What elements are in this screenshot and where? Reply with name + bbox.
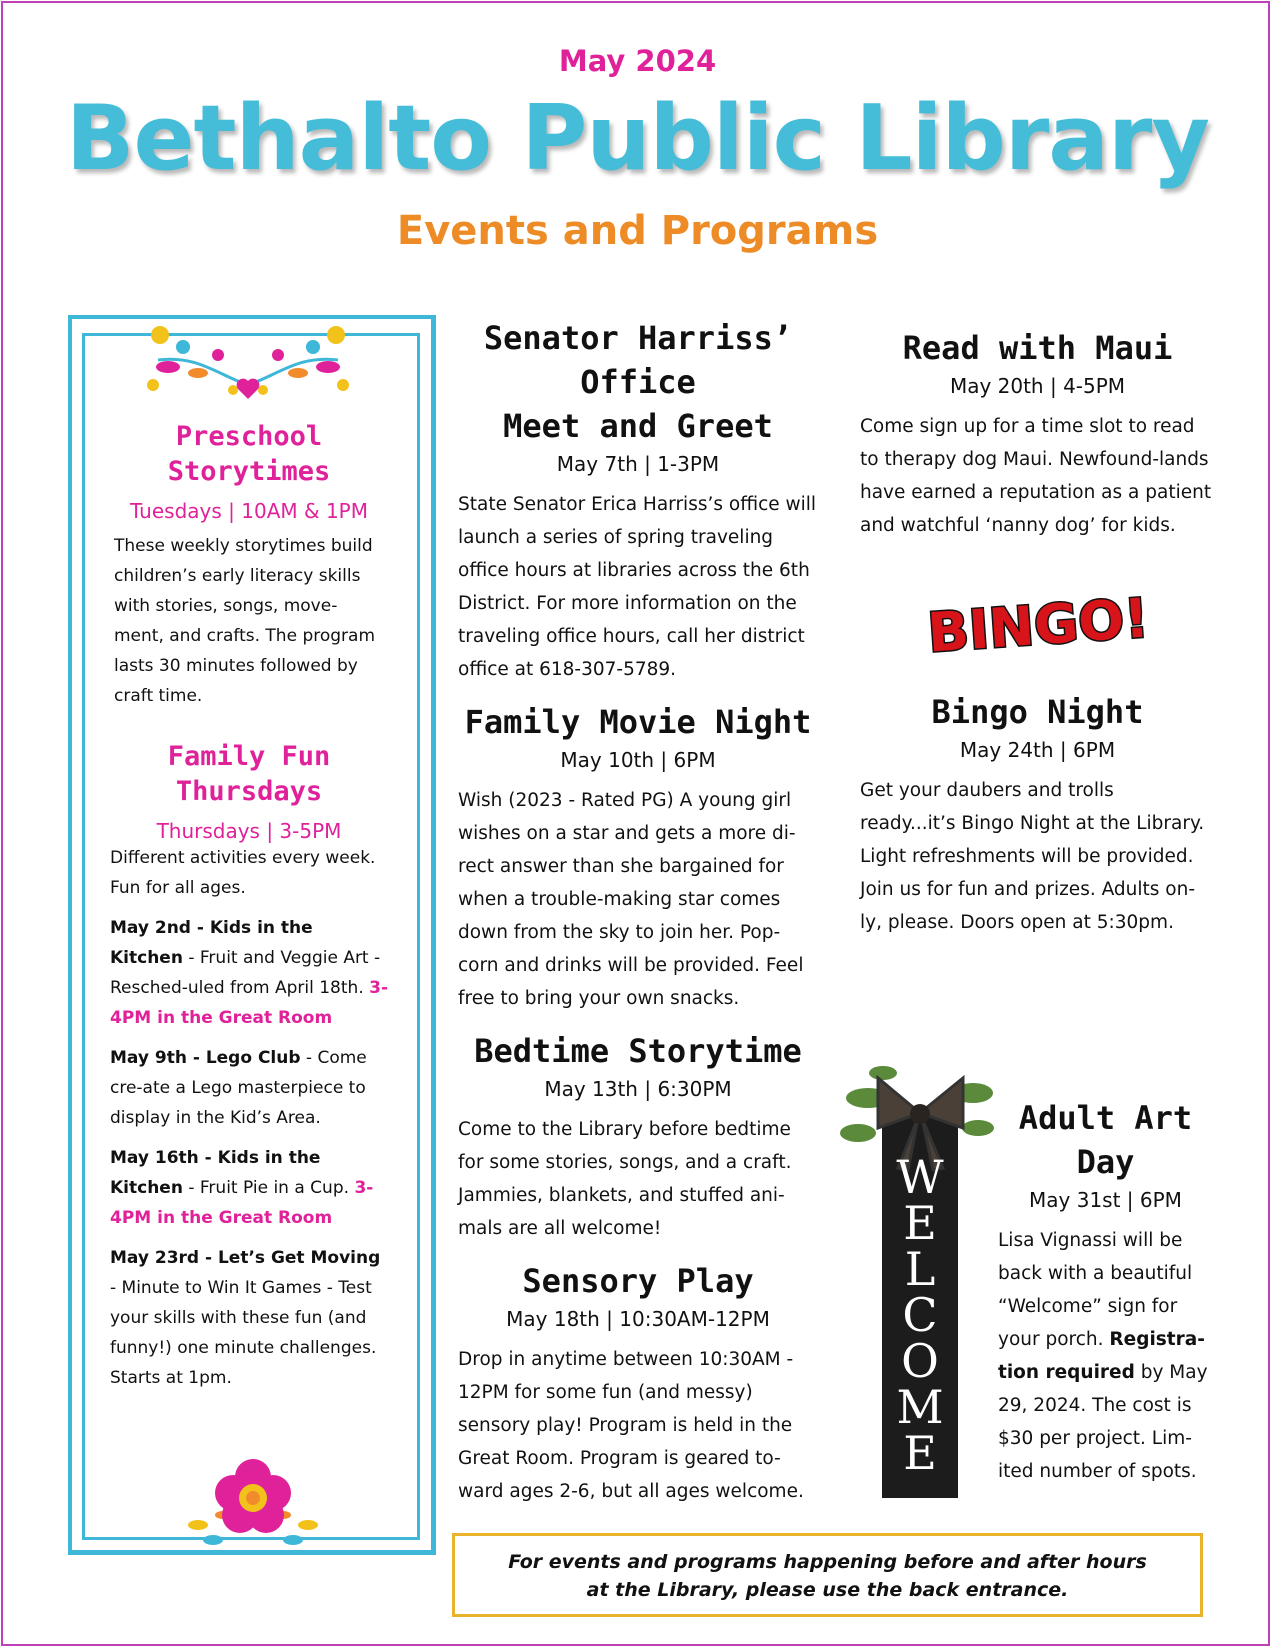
event-body <box>998 1224 1213 1488</box>
event-body: Drop in anytime between 10:30AM - 12PM for some fun (and messy) sensory play! Program is held in the Great Room. Program is geared to-ward ages 2-6, but all ages welcome. <box>458 1349 804 1502</box>
preschool-date: Tuesdays | 10AM & 1PM <box>130 499 368 524</box>
event-title <box>458 316 818 448</box>
page-subtitle: Events and Programs <box>396 208 879 254</box>
family-fun-date: Thursdays | 3-5PM <box>156 819 342 844</box>
flower-icon <box>178 1455 328 1555</box>
back-entrance-notice <box>452 1533 1203 1617</box>
events-middle-column <box>458 316 818 1508</box>
event-title: Bingo Night <box>931 693 1144 731</box>
event-senator <box>458 316 818 686</box>
art-body-before: Lisa Vignassi will be back with a beautiful “Welcome” sign for your porch. <box>998 1230 1193 1350</box>
family-fun-title-line2: Thursdays <box>175 776 323 808</box>
event-body: Come to the Library before bedtime for some stories, songs, and a craft. Jammies, blankets, and stuffed ani-mals are all welcome! <box>458 1119 792 1239</box>
welcome-letter: C <box>902 1288 938 1342</box>
event-title: Read with Maui <box>902 329 1173 367</box>
event-body: Come sign up for a time slot to read to therapy dog Maui. Newfound-lands have earned a reputation as a patient and watchful ‘nanny dog’ for kids. <box>860 416 1212 536</box>
event-body: Wish (2023 - Rated PG) A young girl wishes on a star and gets a more di-rect answer than she bargained for when a trouble-making star comes down from the sky to join her. Pop-corn and drinks will be provided. Feel free to bring your own snacks. <box>458 790 804 1009</box>
event-bingo-night <box>860 690 1215 939</box>
welcome-sign-image <box>838 1058 998 1498</box>
events-right-column <box>860 326 1215 939</box>
list-item <box>110 1143 390 1233</box>
event-title: Family Movie Night <box>464 703 812 741</box>
event-title-line1: Senator Harriss’ Office <box>483 319 793 401</box>
entry-text: - Fruit and Veggie Art - Resched-uled from April 18th. <box>110 948 381 998</box>
event-body: Get your daubers and trolls ready...it’s Bingo Night at the Library. Light refreshments will be provided. Join us for fun and prizes. Adults on-ly, please. Doors open at 5:30pm. <box>860 780 1205 933</box>
family-fun-title-line1: Family Fun <box>167 741 331 773</box>
welcome-letter: O <box>901 1334 939 1388</box>
event-bedtime-storytime <box>458 1029 818 1245</box>
month-label: May 2024 <box>558 44 717 78</box>
family-fun-title <box>114 739 384 809</box>
event-title: Adult Art Day <box>1018 1099 1193 1181</box>
welcome-letter: L <box>904 1242 936 1296</box>
event-date: May 31st | 6PM <box>1029 1188 1182 1212</box>
entry-heading: May 2nd - Kids in the Kitchen <box>110 918 313 968</box>
floral-garland-icon <box>138 315 358 410</box>
event-body: State Senator Erica Harriss’s office will launch a series of spring traveling office hours at libraries across the 6th District. For more information on the traveling office hours, call her district office at 618-307-5789. <box>458 494 817 680</box>
welcome-letter: M <box>896 1380 944 1434</box>
list-item <box>110 1043 390 1133</box>
event-date: May 13th | 6:30PM <box>544 1077 732 1101</box>
family-fun-details <box>110 835 390 1393</box>
preschool-body: These weekly storytimes build children’s early literacy skills with stories, songs, move-ment, and crafts. The program lasts 30 minutes followed by craft time. <box>114 536 376 707</box>
list-item <box>110 1243 390 1393</box>
entry-text: - Fruit Pie in a Cup. <box>182 1178 355 1198</box>
event-date: May 10th | 6PM <box>560 748 716 772</box>
event-date: May 18th | 10:30AM-12PM <box>506 1307 770 1331</box>
preschool-title <box>114 419 384 489</box>
entry-highlight: 3-4PM in the Great Room <box>110 978 389 1028</box>
preschool-title-line1: Preschool <box>175 421 323 452</box>
entry-text: - Come cre-ate a Lego masterpiece to display in the Kid’s Area. <box>110 1048 367 1128</box>
event-read-with-maui <box>860 326 1215 542</box>
library-title: Bethalto Public Library <box>65 86 1210 191</box>
art-body-bold: Registra-tion required <box>998 1329 1205 1383</box>
welcome-letter: W <box>896 1150 944 1204</box>
heart-icon <box>237 379 260 399</box>
entry-heading: May 16th - Kids in the Kitchen <box>110 1148 321 1198</box>
sidebar-content <box>114 419 384 843</box>
preschool-title-line2: Storytimes <box>167 456 331 488</box>
event-date: May 7th | 1-3PM <box>556 452 720 476</box>
event-date: May 20th | 4-5PM <box>949 374 1126 398</box>
entry-heading: May 23rd - Let’s Get Moving <box>110 1248 381 1268</box>
bingo-logo <box>925 582 1151 665</box>
welcome-letter: E <box>903 1196 937 1250</box>
event-adult-art-day <box>998 1096 1213 1488</box>
list-item <box>110 913 390 1033</box>
welcome-letter: E <box>903 1426 937 1480</box>
family-fun-intro: Different activities every week. Fun for all ages. <box>110 848 376 898</box>
event-title: Sensory Play <box>522 1262 754 1300</box>
bingo-logo-text: BINGO! <box>925 586 1151 665</box>
notice-line2: at the Library, please use the back entrance. <box>586 1579 1069 1601</box>
event-title-line2: Meet and Greet <box>503 407 773 445</box>
notice-line1: For events and programs happening before and after hours <box>508 1551 1147 1573</box>
art-body-after: by May 29, 2024. The cost is $30 per project. Lim-ited number of spots. <box>998 1362 1208 1482</box>
entry-heading: May 9th - Lego Club <box>110 1048 301 1068</box>
sidebar-panel <box>68 315 436 1555</box>
event-sensory-play <box>458 1259 818 1508</box>
event-date: May 24th | 6PM <box>959 738 1116 762</box>
entry-highlight: 3-4PM in the Great Room <box>110 1178 374 1228</box>
event-family-movie <box>458 700 818 1015</box>
event-title: Bedtime Storytime <box>474 1032 802 1070</box>
entry-text: - Minute to Win It Games - Test your skills with these fun (and funny!) one minute challenges. Starts at 1pm. <box>110 1278 377 1388</box>
